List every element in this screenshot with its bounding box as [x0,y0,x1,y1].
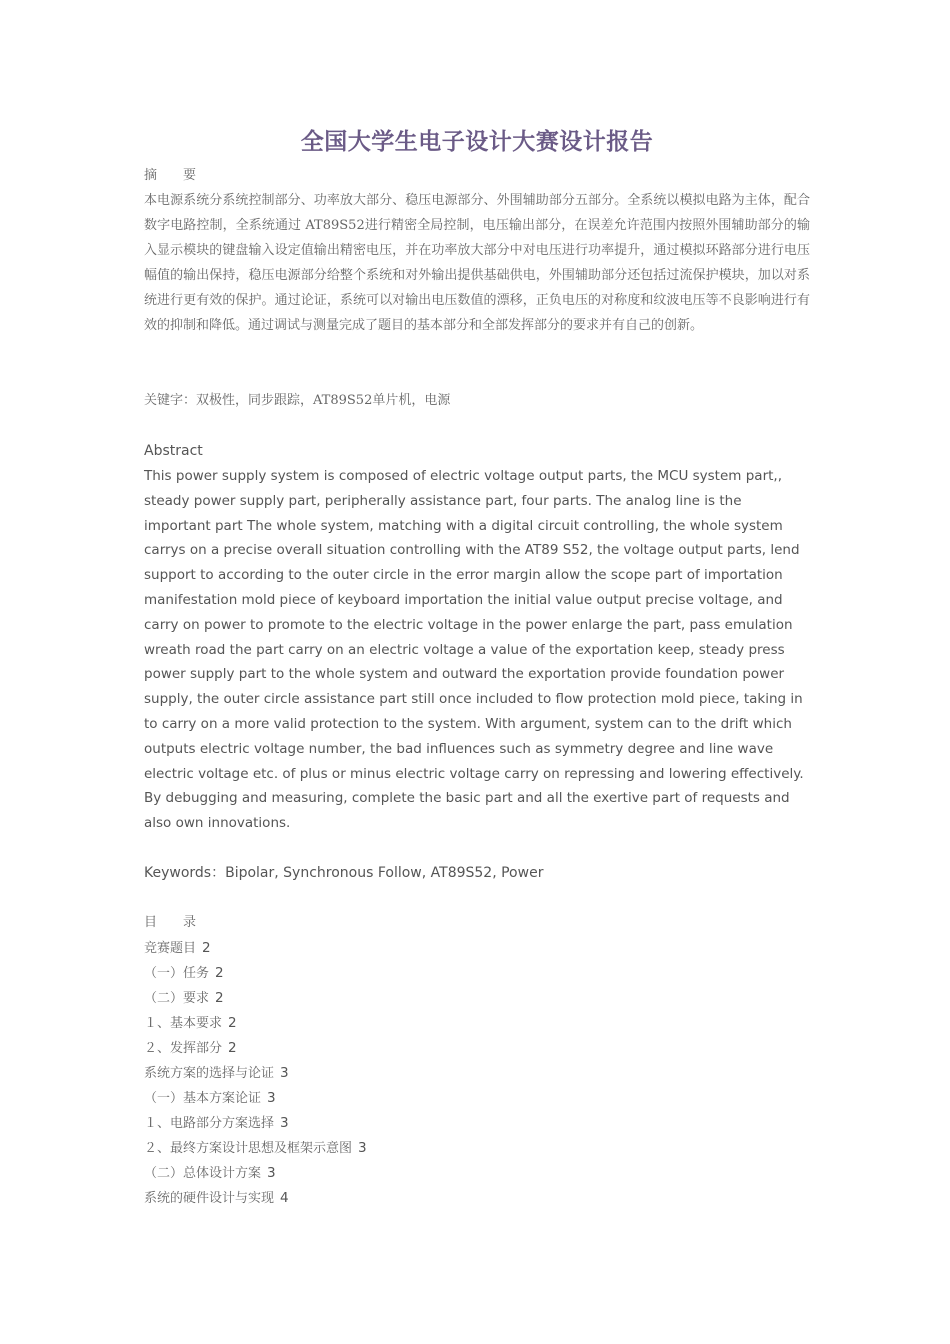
toc-item[interactable]: １、电路部分方案选择 3 [144,1115,289,1131]
report-title: 全国大学生电子设计大赛设计报告 [300,128,654,155]
toc-item[interactable]: （二）要求 2 [144,990,224,1006]
toc-item[interactable]: ２、发挥部分 2 [144,1040,237,1056]
toc-item[interactable]: （二）总体设计方案 3 [144,1165,276,1181]
toc-item[interactable]: ２、最终方案设计思想及框架示意图 3 [144,1140,367,1156]
keywords-en: Keywords：Bipolar, Synchronous Follow, AT89S52, Power [144,865,544,881]
toc-item[interactable]: （一）基本方案论证 3 [144,1090,276,1106]
toc-item[interactable]: 系统的硬件设计与实现 4 [144,1190,289,1206]
table-of-contents [144,936,367,1211]
abstract-en-heading: Abstract [144,443,203,459]
toc-heading: 目 录 [144,915,197,930]
abstract-en-text: This power supply system is composed of electric voltage output parts, the MCU system part,, steady power supply part, peripherally assistance part, four parts. The analog line is the important part The whole system, matching with a digital circuit controlling, the whole system carrys on a precise overall situation controlling with the AT89 S52, the voltage output parts, lend support to according to the outer circle in the error margin allow the scope part of importation manifestation mold piece of keyboard importation the initial value output precise voltage, and carry on power to promote to the electric voltage in the power enlarge the part, pass emulation wreath road the part carry on an electric voltage a value of the exportation keep, steady press power supply part to the whole system and outward the exportation provide foundation power supply, the outer circle assistance part still once included to flow protection mold piece, taking in to carry on a more valid protection to the system. With argument, system can to the drift which outputs electric voltage number, the bad influences such as symmetry degree and line wave electric voltage etc. of plus or minus electric voltage carry on repressing and lowering effectively. By debugging and measuring, complete the basic part and all the exertive part of requests and also own innovations. [144,468,804,832]
toc-item[interactable]: 竞赛题目 2 [144,940,211,956]
toc-item[interactable]: １、基本要求 2 [144,1015,237,1031]
keywords-cn: 关键字：双极性，同步跟踪，AT89S52单片机，电源 [144,393,451,408]
toc-item[interactable]: （一）任务 2 [144,965,224,981]
abstract-cn-text: 本电源系统分系统控制部分、功率放大部分、稳压电源部分、外围辅助部分五部分。全系统以模拟电路为主体，配合数字电路控制，全系统通过 AT89S52进行精密全局控制，电压输出部分，在误差允许范围内按照外围辅助部分的输入显示模块的键盘输入设定值输出精密电压，并在功率放大部分中对电压进行功率提升，通过模拟环路部分进行电压幅值的输出保持，稳压电源部分给整个系统和对外输出提供基础供电，外围辅助部分还包括过流保护模块，加以对系统进行更有效的保护。通过论证，系统可以对输出电压数值的漂移，正负电压的对称度和纹波电压等不良影响进行有效的抑制和降低。通过调试与测量完成了题目的基本部分和全部发挥部分的要求并有自己的创新。 [144,193,810,333]
toc-item[interactable]: 系统方案的选择与论证 3 [144,1065,289,1081]
abstract-cn-heading: 摘 要 [144,168,197,183]
